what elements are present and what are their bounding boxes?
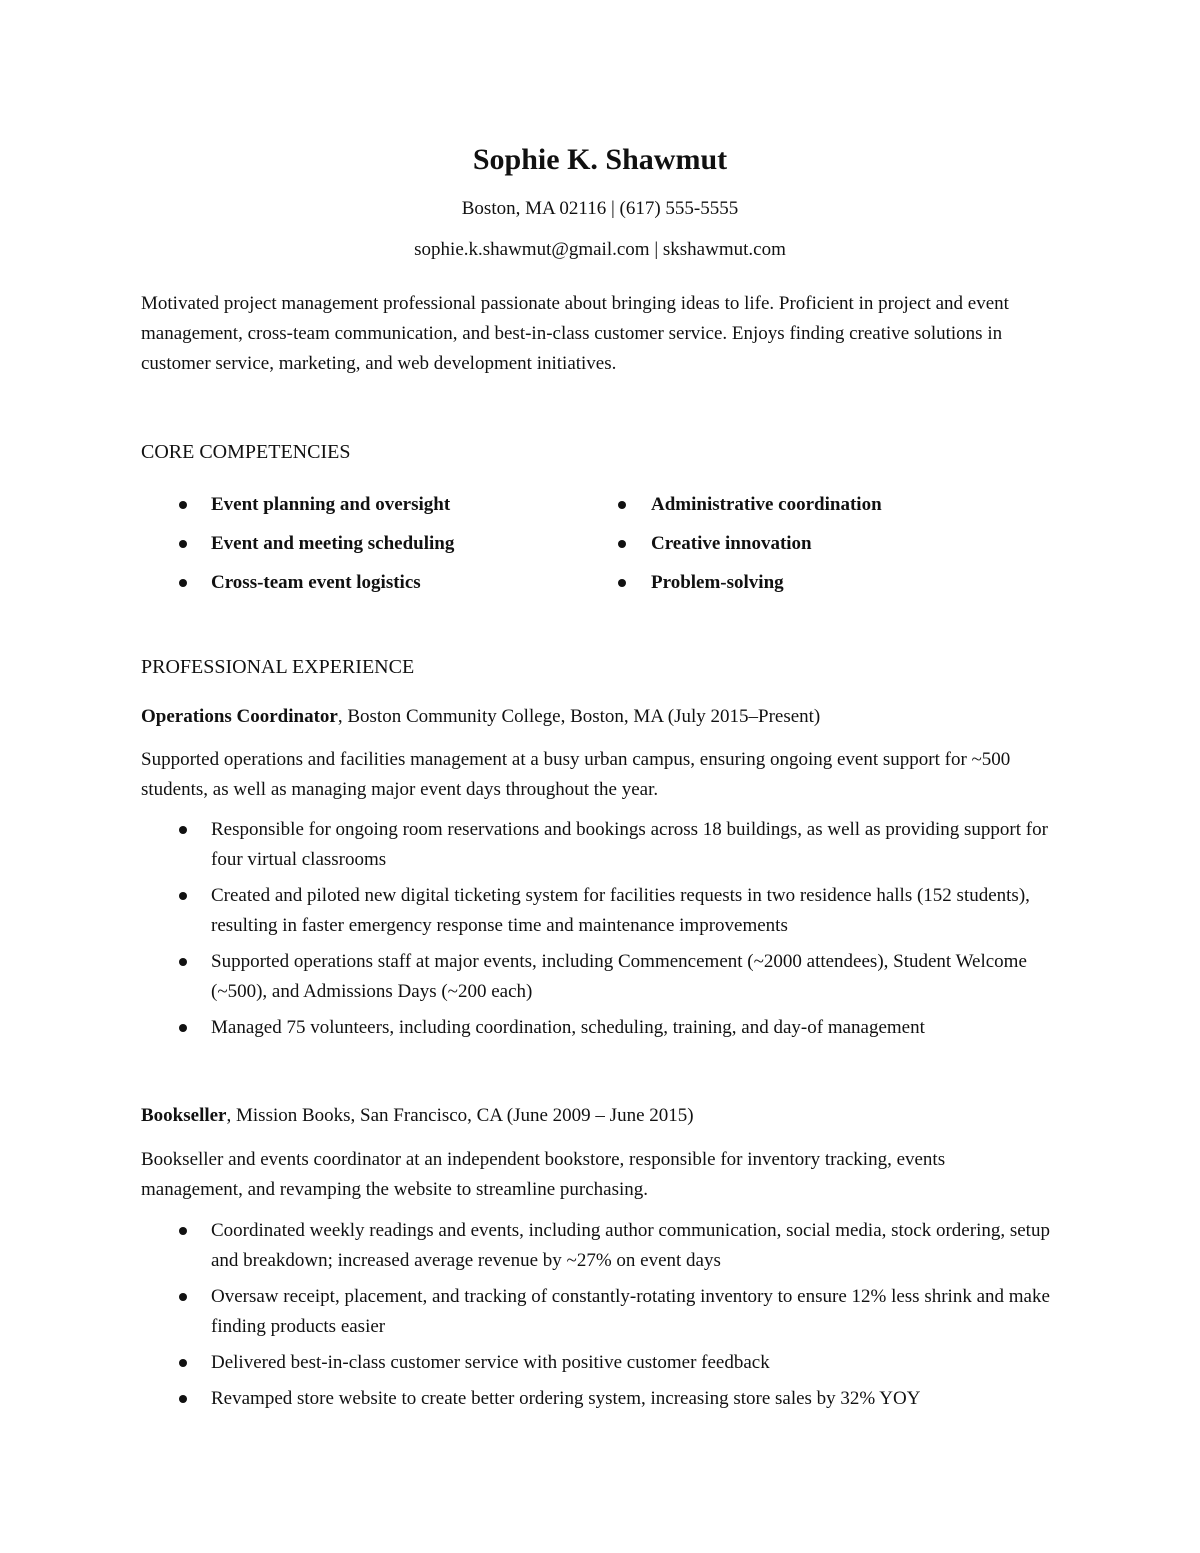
job-bullet-list xyxy=(141,815,1061,1049)
bullet-icon xyxy=(179,1293,187,1301)
job-bullet-text: Coordinated weekly readings and events, including author communication, social media, stock ordering, setup and breakdown; increased average revenue by ~27% on event days xyxy=(211,1220,1050,1271)
professional-summary: Motivated project management professional passionate about bringing ideas to life. Proficient in project and event management, cross-team communication, and best-in-class customer service. Enjoys finding creative solutions in customer service, marketing, and web development initiatives. xyxy=(141,293,1009,374)
job-description: Supported operations and facilities management at a busy urban campus, ensuring ongoing event support for ~500 students, as well as managing major event days throughout the year. xyxy=(141,749,1011,800)
job-bullet xyxy=(141,1348,1061,1378)
competencies-right-column xyxy=(580,490,1020,607)
bullet-icon xyxy=(179,540,187,548)
bullet-icon xyxy=(179,579,187,587)
job-bullet-text: Responsible for ongoing room reservations and bookings across 18 buildings, as well as providing support for four virtual classrooms xyxy=(211,819,1048,870)
bullet-icon xyxy=(618,579,626,587)
job-description: Bookseller and events coordinator at an independent bookstore, responsible for inventory tracking, events management, and revamping the website to streamline purchasing. xyxy=(141,1149,946,1200)
job-title-line xyxy=(141,702,1061,732)
contact-email-website: sophie.k.shawmut@gmail.com | skshawmut.com xyxy=(414,239,786,260)
job-bullet-text: Supported operations staff at major events, including Commencement (~2000 attendees), Student Welcome (~500), and Admissions Days (~200 each) xyxy=(211,951,1027,1002)
competency-item xyxy=(141,529,561,568)
competency-label: Event planning and oversight xyxy=(211,494,451,515)
job-details: , Mission Books, San Francisco, CA (June 2009 – June 2015) xyxy=(226,1105,694,1126)
bullet-icon xyxy=(179,501,187,509)
bullet-icon xyxy=(618,501,626,509)
competency-label: Cross-team event logistics xyxy=(211,572,421,593)
competencies-left-column xyxy=(141,490,561,607)
job-bullet-text: Revamped store website to create better ordering system, increasing store sales by 32% YOY xyxy=(211,1388,921,1409)
job-bullet xyxy=(141,815,1061,875)
bullet-icon xyxy=(179,958,187,966)
candidate-name: Sophie K. Shawmut xyxy=(472,143,728,176)
bullet-icon xyxy=(179,826,187,834)
bullet-icon xyxy=(179,1227,187,1235)
job-details: , Boston Community College, Boston, MA (July 2015–Present) xyxy=(337,706,821,727)
competency-label: Problem-solving xyxy=(651,572,784,593)
job-role: Operations Coordinator xyxy=(141,706,338,727)
competency-item xyxy=(141,490,561,529)
competency-item xyxy=(141,568,561,607)
core-competencies-heading: CORE COMPETENCIES xyxy=(141,441,351,463)
job-bullet xyxy=(141,1282,1061,1342)
job-bullet xyxy=(141,1013,1061,1043)
job-bullet-text: Managed 75 volunteers, including coordination, scheduling, training, and day-of management xyxy=(211,1017,925,1038)
competency-item xyxy=(580,490,1020,529)
job-bullet xyxy=(141,947,1061,1007)
competency-item xyxy=(580,529,1020,568)
job-role: Bookseller xyxy=(141,1105,227,1126)
job-bullet-list xyxy=(141,1216,1061,1420)
bullet-icon xyxy=(179,1359,187,1367)
professional-experience-heading: PROFESSIONAL EXPERIENCE xyxy=(141,656,415,678)
contact-location-phone: Boston, MA 02116 | (617) 555-5555 xyxy=(461,198,739,219)
bullet-icon xyxy=(618,540,626,548)
job-bullet xyxy=(141,1384,1061,1414)
job-bullet xyxy=(141,1216,1061,1276)
bullet-icon xyxy=(179,1024,187,1032)
competency-item xyxy=(580,568,1020,607)
job-bullet xyxy=(141,881,1061,941)
job-bullet-text: Oversaw receipt, placement, and tracking of constantly-rotating inventory to ensure 12% less shrink and make finding products easier xyxy=(211,1286,1050,1337)
bullet-icon xyxy=(179,892,187,900)
competency-label: Creative innovation xyxy=(651,533,812,554)
bullet-icon xyxy=(179,1395,187,1403)
job-title-line xyxy=(141,1101,1061,1131)
competency-label: Administrative coordination xyxy=(651,494,882,515)
job-bullet-text: Created and piloted new digital ticketing system for facilities requests in two residence halls (152 students), resulting in faster emergency response time and maintenance improvements xyxy=(211,885,1030,936)
job-bullet-text: Delivered best-in-class customer service with positive customer feedback xyxy=(211,1352,770,1373)
competency-label: Event and meeting scheduling xyxy=(211,533,455,554)
